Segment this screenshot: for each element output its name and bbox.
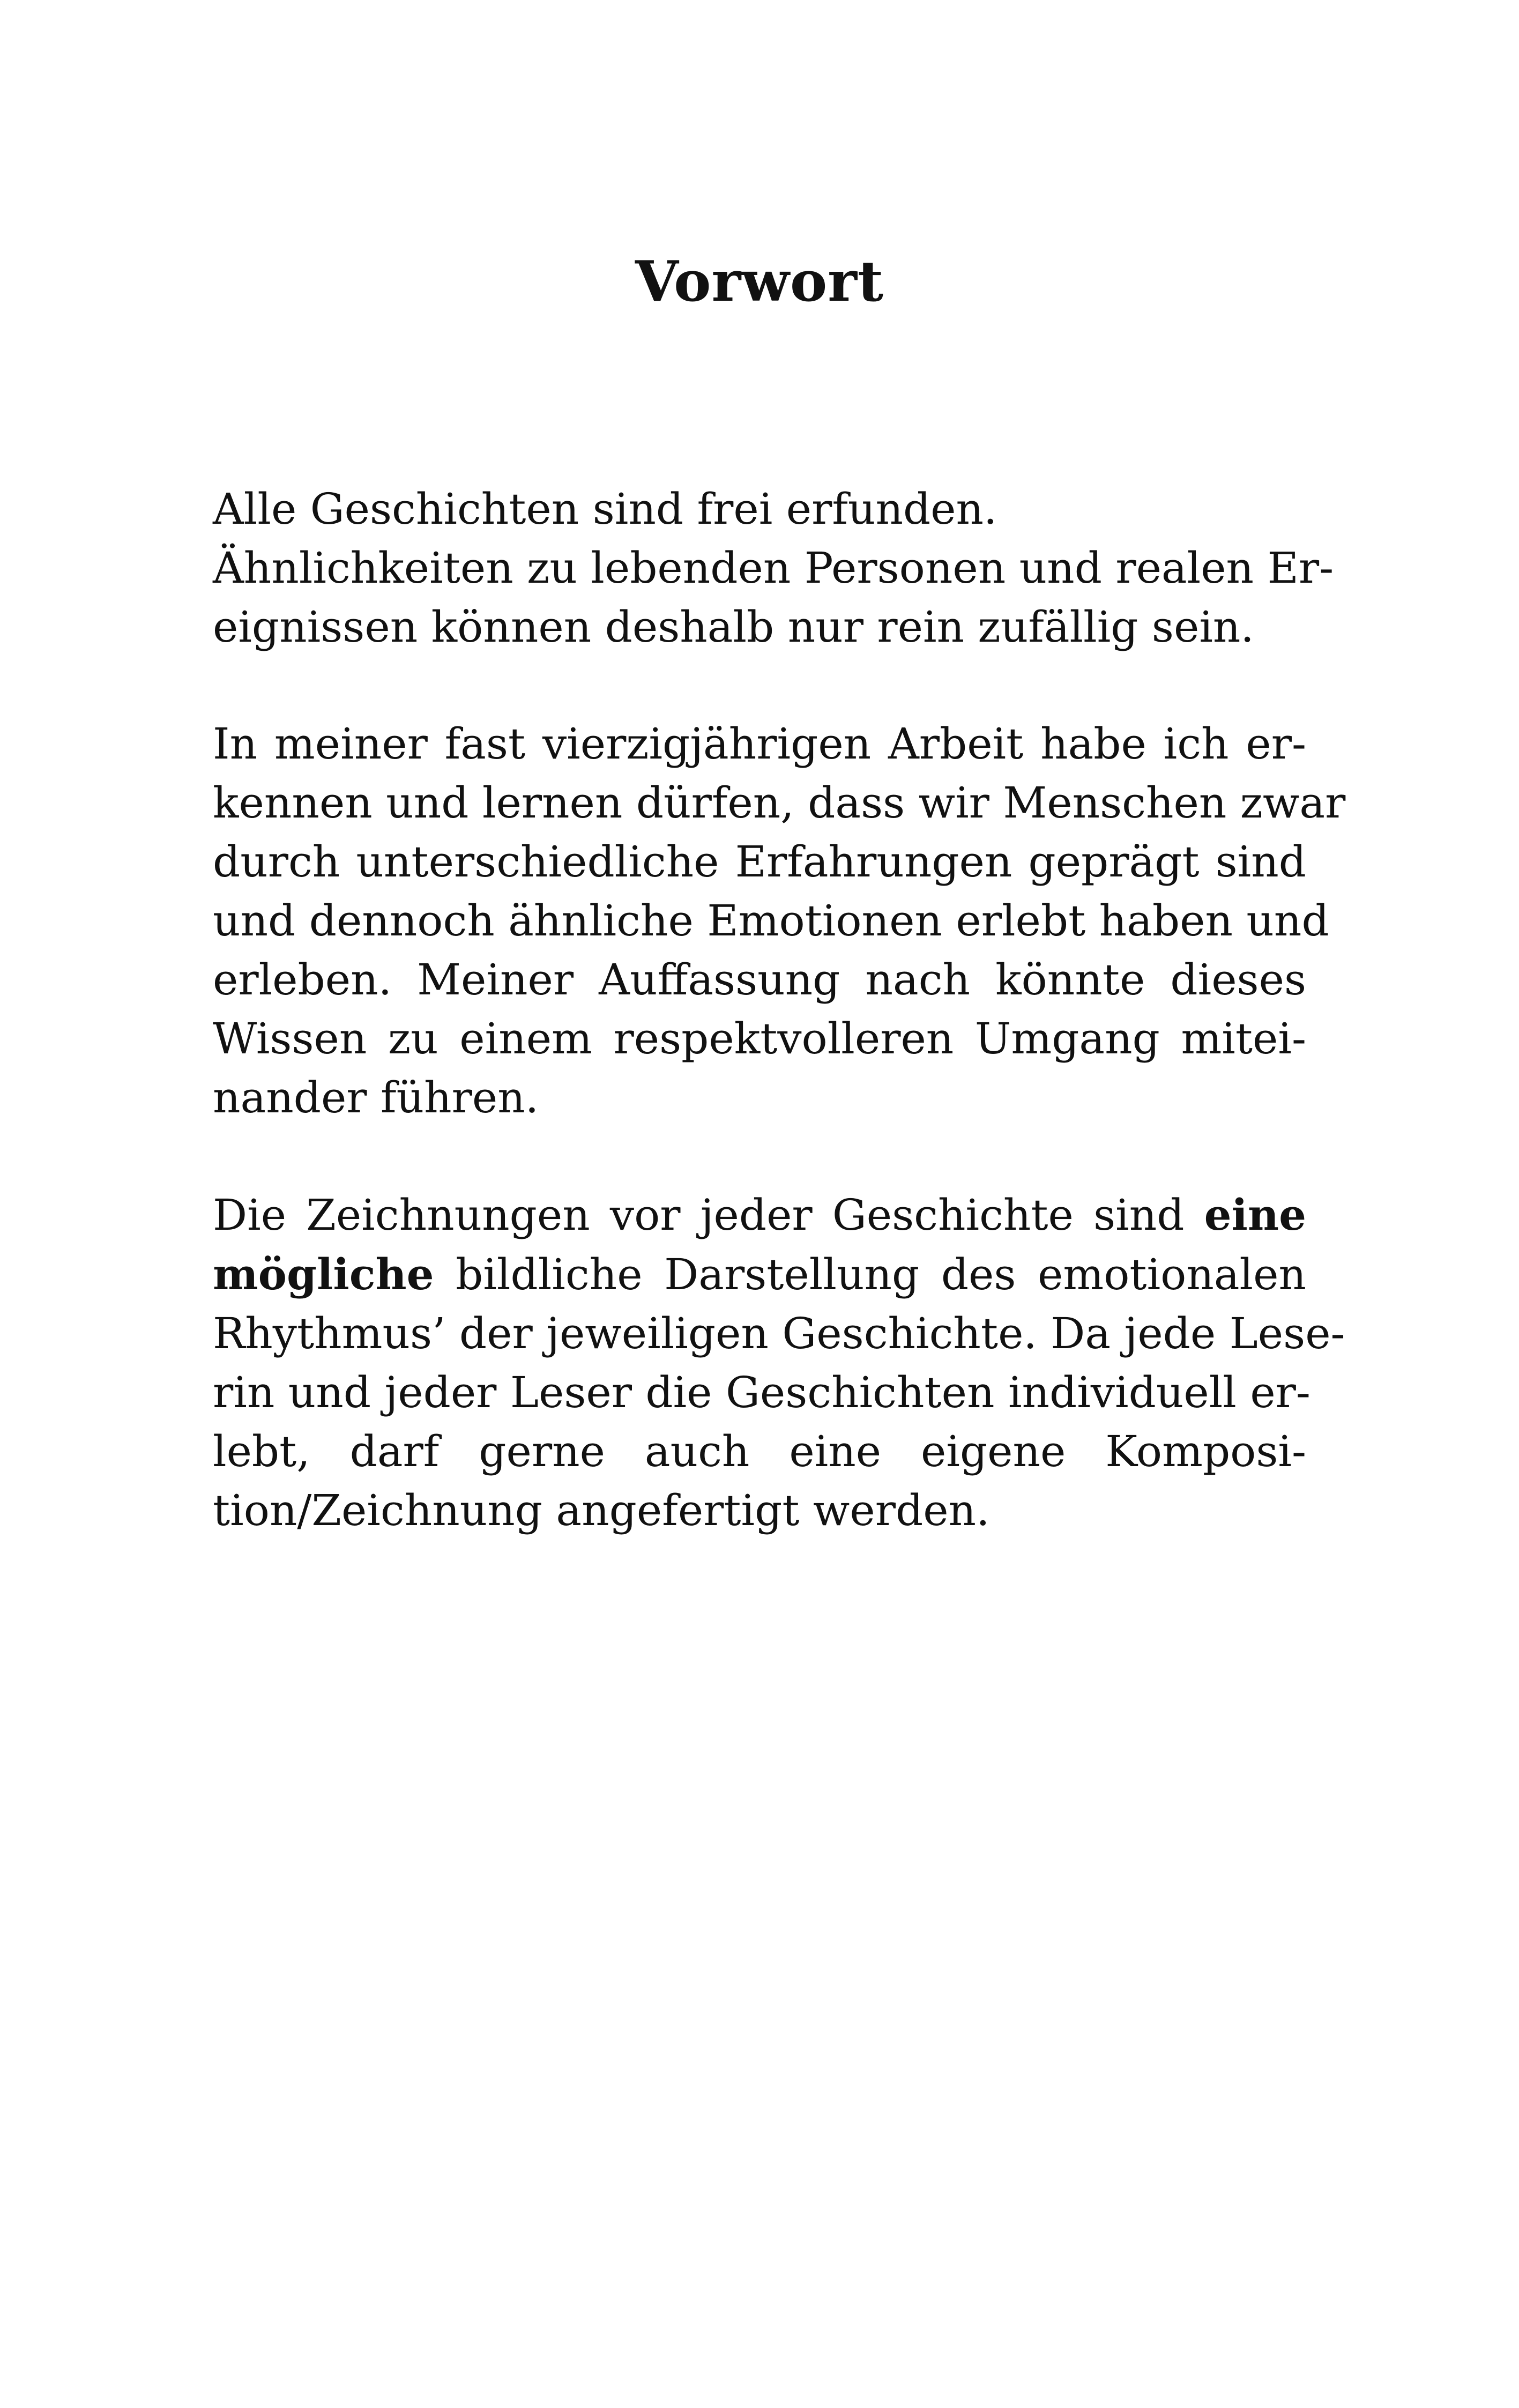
page-title: Vorwort xyxy=(635,248,884,314)
text-line: nander führen. xyxy=(213,1073,539,1123)
text-line: Rhythmus’ der jeweiligen Geschichte. Da jede Lese- xyxy=(213,1309,1345,1358)
text-line: Wissen zu einem respektvolleren Umgang mitei- xyxy=(213,1014,1306,1064)
text-line: und dennoch ähnliche Emotionen erlebt haben und xyxy=(213,896,1329,946)
bold-text: eine xyxy=(1204,1190,1306,1240)
text-line xyxy=(213,1245,1306,1304)
text-line: tion/Zeichnung angefertigt werden. xyxy=(213,1485,990,1535)
text-line: kennen und lernen dürfen, dass wir Menschen zwar xyxy=(213,778,1346,828)
text-line: Ähnlichkeiten zu lebenden Personen und realen Er- xyxy=(213,543,1334,593)
text-line: erleben. Meiner Auffassung nach könnte dieses xyxy=(213,955,1306,1005)
text-line xyxy=(213,1185,1306,1245)
text-line: rin und jeder Leser die Geschichten individuell er- xyxy=(213,1367,1310,1417)
paragraph-2 xyxy=(213,715,1346,1127)
bold-text: mögliche xyxy=(213,1249,434,1299)
text-line: In meiner fast vierzigjährigen Arbeit habe ich er- xyxy=(213,719,1306,769)
text-line: durch unterschiedliche Erfahrungen geprägt sind xyxy=(213,837,1306,887)
paragraph-3 xyxy=(213,1185,1345,1540)
text-fragment: bildliche Darstellung des emotionalen xyxy=(434,1250,1306,1299)
foreword-body xyxy=(213,480,1346,1598)
text-line: eignissen können deshalb nur rein zufällig sein. xyxy=(213,602,1254,652)
text-fragment: Die Zeichnungen vor jeder Geschichte sind xyxy=(213,1190,1204,1240)
text-line: lebt, darf gerne auch eine eigene Komposi- xyxy=(213,1426,1306,1476)
paragraph-1 xyxy=(213,480,1334,657)
text-line: Alle Geschichten sind frei erfunden. xyxy=(213,484,997,534)
